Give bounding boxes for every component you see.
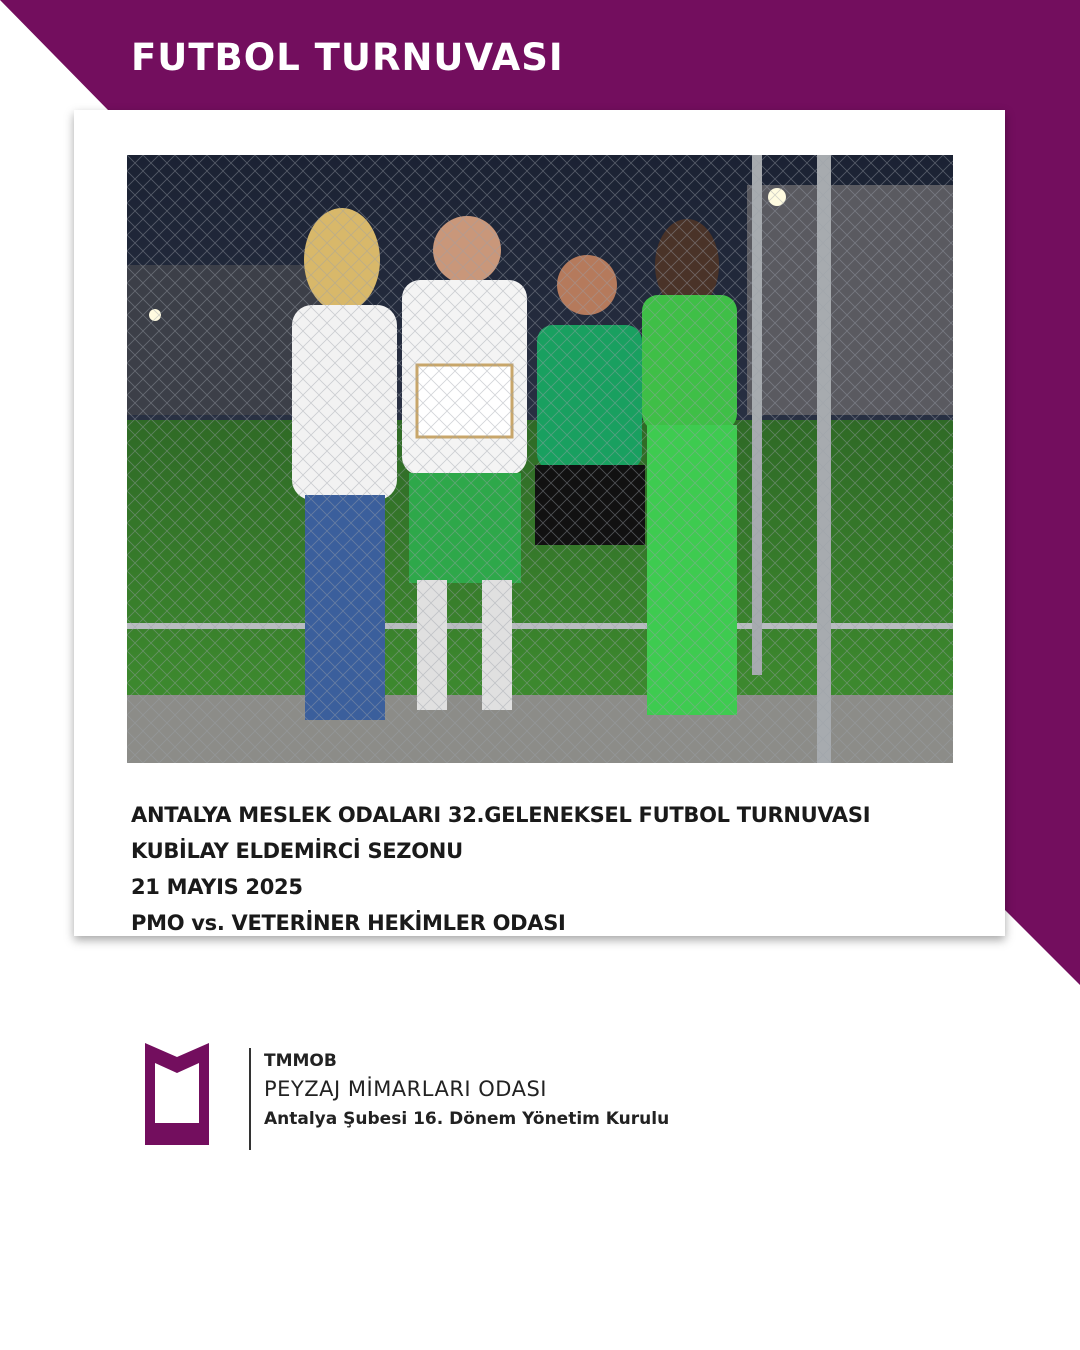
divider [249,1048,251,1150]
organization-info [264,1050,669,1132]
org-line-3: Antalya Şubesi 16. Dönem Yönetim Kurulu [264,1109,670,1129]
org-line-2: PEYZAJ MİMARLARI ODASI [264,1077,547,1101]
caption-line-4: PMO vs. VETERİNER HEKİMLER ODASI [131,911,566,935]
caption-line-1: ANTALYA MESLEK ODALARI 32.GELENEKSEL FUTBOL TURNUVASI [131,803,871,827]
event-photo [127,155,953,763]
organization-logo-icon [145,1043,209,1145]
caption-line-3: 21 MAYIS 2025 [131,875,303,899]
org-line-1: TMMOB [264,1051,337,1071]
page-title: FUTBOL TURNUVASI [131,36,564,79]
event-caption [131,797,870,941]
caption-line-2: KUBİLAY ELDEMİRCİ SEZONU [131,839,463,863]
